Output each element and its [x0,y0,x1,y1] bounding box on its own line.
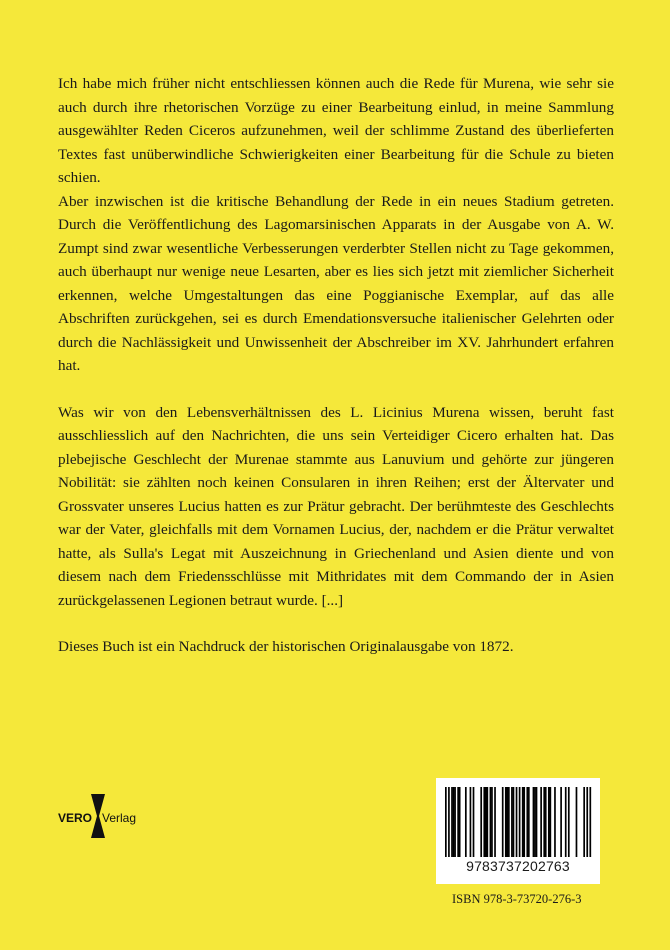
barcode-bar [528,787,530,857]
barcode-bar [536,787,538,857]
barcode-bar [586,787,588,857]
barcode-bar [523,787,525,857]
blurb-paragraph-3: Was wir von den Lebensverhältnissen des L. Licinius Murena wissen, beruht fast ausschliesslich auf den Nachrichten, die uns sein Verteidiger Cicero erhalten hat. Das plebejische Geschlecht der Murenae stammte aus Lanuvium und gehörte zur jüngeren Nobilität: sie zählten noch keinen Consularen in ihren Reihen; erst der Ältervater und Grossvater unseres Lucius hatten es zur Prätur gebracht. Der berühmteste des Geschlechts war der Vater, gleichfalls mit dem Vornamen Lucius, der, nachdem er die Prätur verwaltet hatte, als Sulla's Legat mit Auszeichnung in Griechenland und Asien diente und von diesem nach dem Friedensschlüsse mit Mithridates mit dem Commando der in Asien zurückgelassenen Legionen betraut wurde. [...] [58,403,614,609]
blurb-paragraph-4: Dieses Buch ist ein Nachdruck der historischen Originalausgabe von 1872. [58,638,514,655]
barcode-bar [451,787,453,857]
barcode-bar [494,787,496,857]
barcode-bar [513,787,515,857]
barcode-bar [505,787,507,857]
barcode-bar [565,787,567,857]
barcode-bar [545,787,547,857]
barcode-bar [490,787,492,857]
barcode-bar [465,787,467,857]
barcode-bar [550,787,552,857]
barcode-bar [560,787,562,857]
barcode-bar [533,787,535,857]
barcode-bar [473,787,475,857]
barcode-bar [491,787,493,857]
barcode-digits: 9783737202763 [466,858,570,874]
barcode-bar [445,787,447,857]
barcode-bar [540,787,542,857]
barcode-bar [526,787,528,857]
barcode-bar [522,787,524,857]
barcode-bar [470,787,472,857]
barcode-bar [454,787,456,857]
publisher-logo [57,792,148,840]
barcode-bar [516,787,518,857]
logo-text-left: VERO [57,811,92,825]
isbn-label: ISBN 978-3-73720-276-3 [452,892,582,906]
barcode-bar [576,787,578,857]
barcode-bar [480,787,482,857]
barcode-bar [502,787,504,857]
barcode-bar [583,787,585,857]
barcode-bar [548,787,550,857]
blurb-paragraph-1: Ich habe mich früher nicht entschliessen können auch die Rede für Murena, wie sehr sie auch durch ihre rhetorischen Vorzüge zu einer Bearbeitung einlud, in meine Sammlung ausgewählter Reden Ciceros aufzunehmen, weil der schlimme Zustand des überlieferten Textes fast unüberwindliche Schwierigkeiten einer Bearbeitung für die Schule zu bieten schien. [58,75,614,186]
barcode-bar [534,787,536,857]
barcode-bar [506,787,508,857]
barcode-bar [483,787,485,857]
isbn-barcode [436,778,600,884]
barcode-bar [519,787,521,857]
barcode-bar [508,787,510,857]
barcode-bar [448,787,450,857]
barcode-bar [486,787,488,857]
barcode-bar [543,787,545,857]
barcode-bars [445,787,591,857]
barcode-bar [457,787,459,857]
barcode-bar [453,787,455,857]
barcode-bar [511,787,513,857]
blurb-paragraph-2: Aber inzwischen ist die kritische Behandlung der Rede in ein neues Stadium getreten. Durch die Veröffentlichung des Lagomarsinischen Apparats in der Ausgabe von A. W. Zumpt sind zwar wesentliche Verbesserungen verderbter Stellen nicht zu Tage gekommen, auch überhaupt nur wenige neue Lesarten, aber es lies sich jetzt mit ziemlicher Sicherheit erkennen, welche Umgestaltungen das eine Poggianische Exemplar, auf das alle Abschriften zurückgehen, sei es durch Emendationsversuche italienischer Gelehrten oder durch die Nachlässigkeit und Unwissenheit der Abschreiber im XV. Jahrhundert erfahren hat. [58,192,614,374]
barcode-bar [589,787,591,857]
barcode-bar [459,787,461,857]
back-cover-blurb [58,72,614,659]
barcode-bar [554,787,556,857]
barcode-bar [568,787,570,857]
barcode-bar [485,787,487,857]
logo-text-right: Verlag [102,811,137,825]
